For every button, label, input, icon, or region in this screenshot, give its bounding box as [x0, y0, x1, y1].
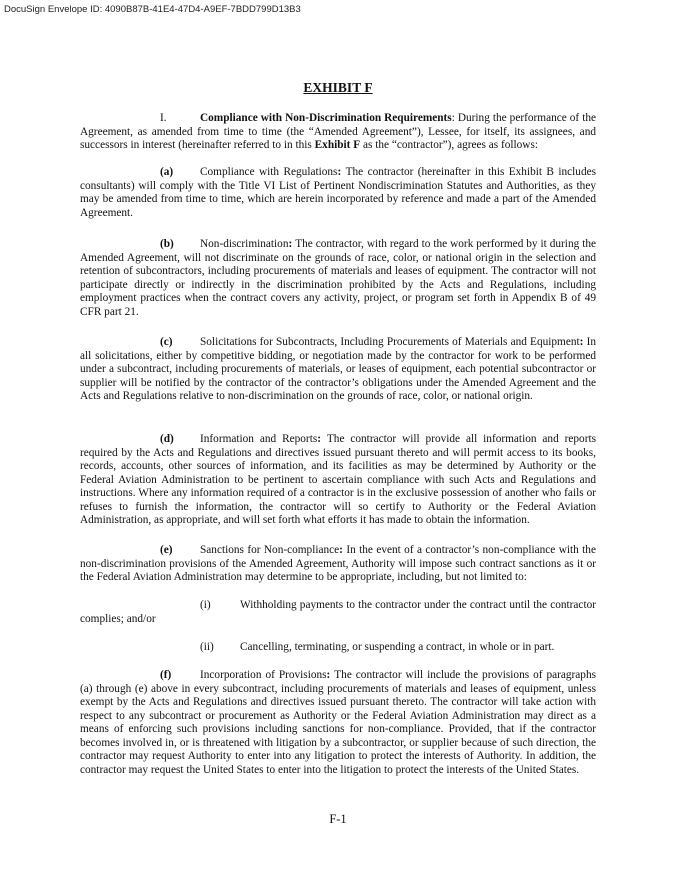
clause-label: (b)	[160, 238, 174, 250]
subitem-label: (ii)	[200, 641, 214, 653]
clause-label: (d)	[160, 433, 174, 445]
clause-text: The contractor, with regard to the work performed by it during the Amended Agreement, will not discriminate on the grounds of race, color, or national origin in the selection and retention of subcontractors, including procurements of materials and leases of equipment. The contractor will not participate directly or indirectly in the discrimination prohibited by the Acts and Regulations, including employment practices when the contract covers any activity, project, or program set forth in Appendix B of 49 CFR part 21.	[80, 238, 596, 318]
clause-text: The contractor (hereinafter in this Exhibit B includes consultants) will comply with the Title VI List of Pertinent Nondiscrimination Statutes and Authorities, as they may be amended from time to time, which are herein incorporated by reference and made a part of the Amended Agreement.	[80, 166, 597, 219]
section-number: I.	[160, 112, 167, 124]
clause-label: (e)	[160, 544, 173, 556]
intro-text-a: : During the performance of the Agreement, as amended from time to time (the “Amended Agreement”), Lessee, for itself, its assignees, and successors in interest (hereinafter referred to in this	[80, 112, 596, 151]
clause-text: The contractor will provide all information and reports required by the Acts and Regulations and directives issued pursuant thereto and will permit access to its books, records, accounts, other sources of information, and its facilities as may be determined by Authority or the Federal Aviation Administration to be pertinent to ascertain compliance with such Acts and Regulations and instructions. Where any information required of a contractor is in the exclusive possession of another who fails or refuses to furnish the information, the contractor will so certify to Authority or the Federal Aviation Administration, as appropriate, and will set forth what efforts it has made to obtain the information.	[80, 433, 596, 526]
clause-label: (f)	[160, 669, 172, 681]
clause-text: The contractor will include the provisions of paragraphs (a) through (e) above in every subcontract, including procurements of materials and leases of equipment, unless exempt by the Acts and Regulations and directives issued pursuant thereto. The contractor will take action with respect to any subcontract or procurement as Authority or the Federal Aviation Administration may direct as a means of enforcing such provisions including sanctions for non-compliance. Provided, that if the contractor becomes involved in, or is threatened with litigation by a subcontractor, or supplier because of such direction, the contractor may request Authority to enter into any litigation to protect the interests of Authority. In addition, the contractor may request the United States to enter into the litigation to protect the interests of the United States.	[80, 669, 597, 776]
clause-heading: Compliance with Regulations	[200, 166, 338, 178]
page-number: F-1	[329, 812, 347, 826]
exhibit-reference: Exhibit F	[314, 139, 361, 151]
subitem-text: Cancelling, terminating, or suspending a contract, in whole or in part.	[240, 641, 555, 653]
clause-label: (a)	[160, 166, 174, 178]
clause-f: (f) Incorporation of Provisions: The contractor will include the provisions of paragraphs (a) through (e) above in every subcontract, including procurements of materials and leases of equipment, unless exempt by the Acts and Regulations and directives issued pursuant thereto. The contractor will take action with respect to any subcontract or procurement as Authority or the Federal Aviation Administration may direct as a means of enforcing such provisions including sanctions for non-compliance. Provided, that if the contractor becomes involved in, or is threatened with litigation by a subcontractor, or supplier because of such direction, the contractor may request Authority to enter into any litigation to protect the interests of Authority. In addition, the contractor may request the United States to enter into the litigation to protect the interests of the United States.	[80, 669, 597, 776]
clause-e: (e) Sanctions for Non-compliance: In the event of a contractor’s non-compliance with the non-discrimination provisions of the Amended Agreement, Authority will impose such contract sanctions as it or the Federal Aviation Administration may determine to be appropriate, including, but not limited to:	[80, 544, 596, 583]
exhibit-title: EXHIBIT F	[303, 80, 373, 95]
clause-text: In the event of a contractor’s non-compliance with the non-discrimination provisions of the Amended Agreement, Authority will impose such contract sanctions as it or the Federal Aviation Administration may determine to be appropriate, including, but not limited to:	[80, 544, 596, 583]
clause-heading: Non-discrimination	[200, 238, 289, 250]
clause-heading: Incorporation of Provisions	[200, 669, 327, 681]
clause-heading: Sanctions for Non-compliance	[200, 544, 340, 556]
clause-label: (c)	[160, 336, 173, 348]
clause-a: (a) Compliance with Regulations: The contractor (hereinafter in this Exhibit B includes consultants) will comply with the Title VI List of Pertinent Nondiscrimination Statutes and Authorities, as they may be amended from time to time, which are herein incorporated by reference and made a part of the Amended Agreement.	[80, 166, 597, 219]
clause-heading: Solicitations for Subcontracts, Including Procurements of Materials and Equipment	[200, 336, 580, 348]
subitem-i	[80, 599, 596, 626]
clause-text: In all solicitations, either by competitive bidding, or negotiation made by the contractor for work to be performed under a subcontract, including procurements of materials, or leases of equipment, each potential subcontractor or supplier will be notified by the contractor of the contractor’s obligations under the Amended Agreement and the Acts and Regulations relative to non-discrimination on the grounds of race, color, or national origin.	[80, 336, 597, 402]
subitem-text: Withholding payments to the contractor under the contract until the contractor complies; and/or	[80, 599, 596, 625]
clause-d: (d) Information and Reports: The contractor will provide all information and reports required by the Acts and Regulations and directives issued pursuant thereto and will permit access to its books, records, accounts, other sources of information, and its facilities as may be determined by Authority or the Federal Aviation Administration to be pertinent to ascertain compliance with such Acts and Regulations and instructions. Where any information required of a contractor is in the exclusive possession of another who fails or refuses to furnish the information, the contractor will so certify to Authority or the Federal Aviation Administration, as appropriate, and will set forth what efforts it has made to obtain the information.	[80, 433, 596, 526]
docusign-envelope-id: DocuSign Envelope ID: 4090B87B-41E4-47D4-A9EF-7BDD799D13B3	[4, 4, 301, 15]
intro-paragraph	[80, 112, 596, 153]
subitem-ii	[80, 641, 596, 655]
intro-text-b: as the “contractor”), agrees as follows:	[360, 139, 539, 151]
clause-b: (b) Non-discrimination: The contractor, with regard to the work performed by it during the Amended Agreement, will not discriminate on the grounds of race, color, or national origin in the selection and retention of subcontractors, including procurements of materials and leases of equipment. The contractor will not participate directly or indirectly in the discrimination prohibited by the Acts and Regulations, including employment practices when the contract covers any activity, project, or program set forth in Appendix B of 49 CFR part 21.	[80, 238, 596, 318]
clause-heading: Information and Reports	[200, 433, 318, 445]
clause-c: (c) Solicitations for Subcontracts, Including Procurements of Materials and Equipment: In all solicitations, either by competitive bidding, or negotiation made by the contractor for work to be performed under a subcontract, including procurements of materials, or leases of equipment, each potential subcontractor or supplier will be notified by the contractor of the contractor’s obligations under the Amended Agreement and the Acts and Regulations relative to non-discrimination on the grounds of race, color, or national origin.	[80, 336, 597, 402]
intro-heading: Compliance with Non-Discrimination Requirements	[200, 112, 452, 124]
subitem-label: (i)	[200, 599, 211, 611]
